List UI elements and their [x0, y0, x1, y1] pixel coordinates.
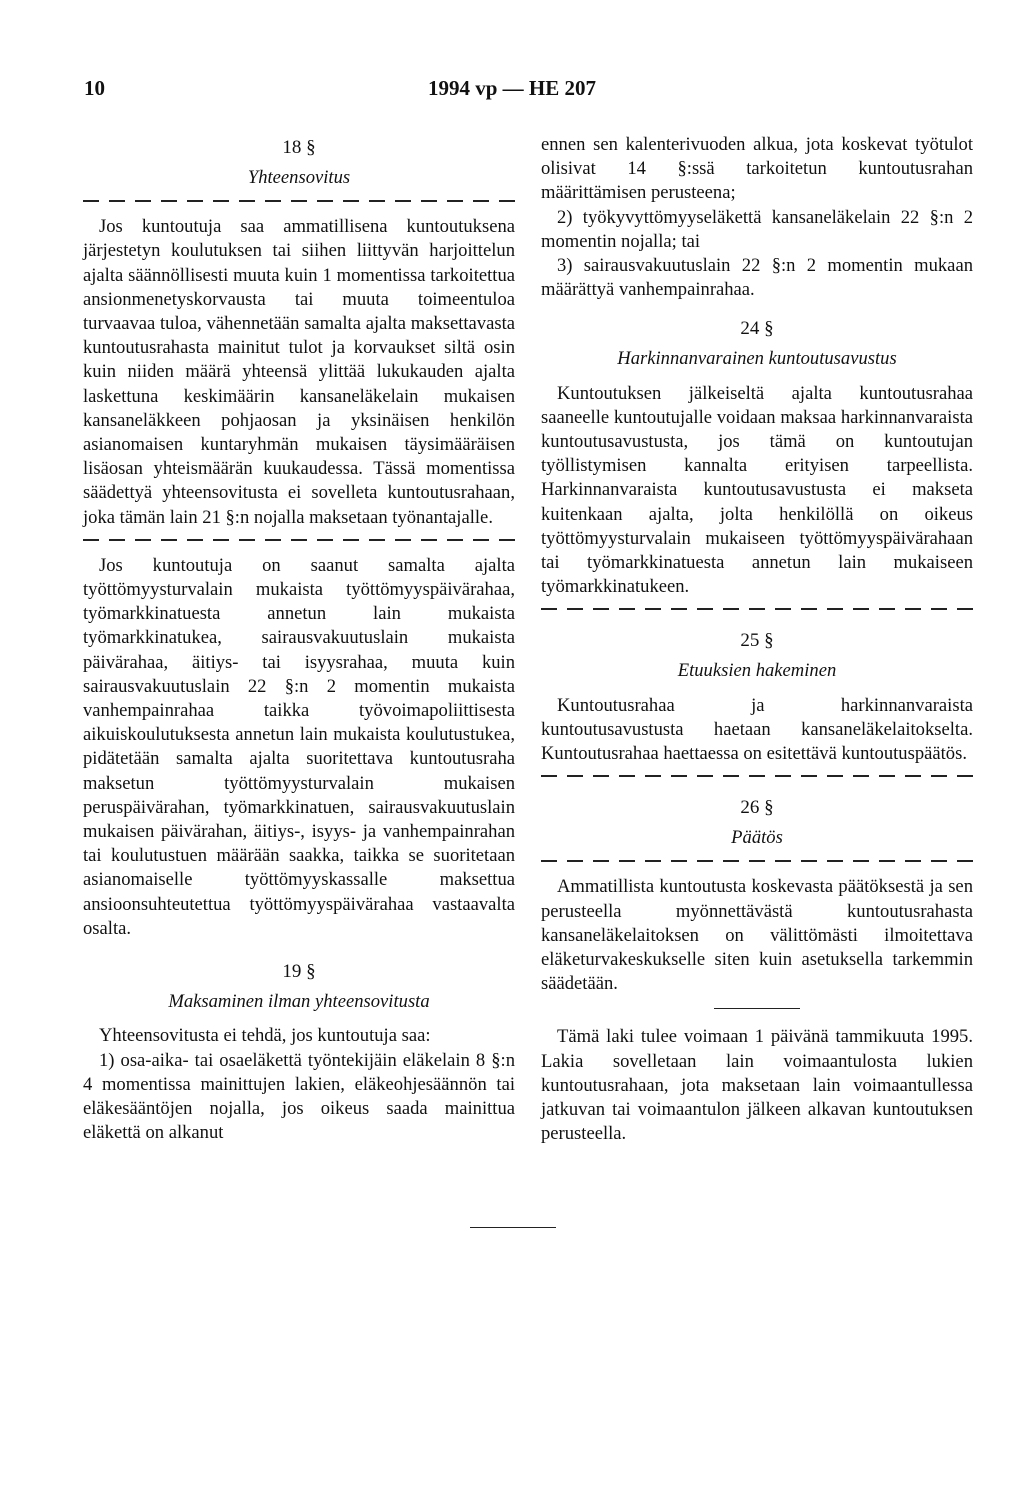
omission-dashes	[541, 860, 973, 862]
section-24-paragraph: Kuntoutuksen jälkeiseltä ajalta kuntoutusrahaa saaneelle kuntoutujalle voidaan maksaa harkinnanvaraista kuntoutusavustusta, jos tämä on kuntoutujan työllistymisen kannalta erityisen tarpeellista. Harkinnanvaraista kuntoutusavustusta ei makseta kuitenkaan ajalta, jolta henkilöllä on oikeus työttömyysturvalain mukaiseen työttömyyspäivärahaan tai työmarkkinatuesta annetun lain mukaiseen työmarkkinatukeen.	[541, 382, 973, 598]
section-25-paragraph: Kuntoutusrahaa ja harkinnanvaraista kuntoutusavustusta haetaan kansaneläkelaitokselta. Kuntoutusrahaa haettaessa on esitettävä kuntoutuspäätös.	[541, 694, 973, 765]
page-number: 10	[84, 76, 105, 100]
section-24-number: 24 §	[740, 318, 774, 340]
right-column	[541, 133, 973, 1147]
section-26-title: Päätös	[731, 827, 783, 849]
section-18-number: 18 §	[282, 137, 316, 158]
section-25-title: Etuuksien hakeminen	[677, 660, 837, 682]
section-19-item-1: 1) osa-aika- tai osaeläkettä työntekijäin eläkelain 8 §:n 4 momentissa mainittujen lakien, eläkeohjesäännön tai eläkesääntöjen nojalla, jos oikeus saada mainittua eläkettä on alkanut	[83, 1049, 515, 1144]
section-18-paragraph-1: Jos kuntoutuja saa ammatillisena kuntoutuksena järjestetyn koulutuksen tai siihen liittyvän harjoittelun ajalta säännöllisesti muuta kuin 1 momentissa tarkoitettua ansionmenetyskorvausta tai muuta toimeentuloa turvaavaa tuloa, vähennetään samalta ajalta maksettavasta kuntoutusrahasta mainitut tulot ja korvaukset siltä osin kuin niiden määrä yhteensä ylittää lukukauden ajalta laskettuna keskimäärin kansaneläkelain mukaisen kansaneläkkeen pohjaosan ja yksinäisen henkilön asianomaisen kuntaryhmän mukaisen täysimääräisen lisäosan yhteismäärän kuukaudessa. Tässä momentissa säädettyä yhteensovitusta ei sovelleta kuntoutusrahaan, joka tämän lain 21 §:n nojalla maksetaan työnantajalle.	[83, 216, 515, 528]
section-25-number: 25 §	[740, 630, 774, 652]
section-18-title: Yhteensovitus	[247, 167, 351, 188]
document-title: 1994 vp — HE 207	[427, 76, 597, 100]
section-26-paragraph: Ammatillista kuntoutusta koskevasta päätöksestä ja sen perusteella myönnettävästä kuntoutusrahasta kansaneläkelaitoksen on välittömästi ilmoitettava eläketurvakeskukselle siten kuin asetuksella tarkemmin säädetään.	[541, 876, 973, 995]
section-19-intro: Yhteensovitusta ei tehdä, jos kuntoutuja saa:	[99, 1025, 431, 1047]
section-26-number: 26 §	[740, 797, 774, 819]
section-19-continuation: ennen sen kalenterivuoden alkua, jota koskevat työtulot olisivat 14 §:ssä tarkoitetun kuntoutusrahan määrittämisen perusteena;	[541, 134, 973, 204]
omission-dashes	[83, 200, 515, 202]
entry-into-force-paragraph: Tämä laki tulee voimaan 1 päivänä tammikuuta 1995. Lakia sovelletaan lain voimaantulosta lukien kuntoutusrahaan, jota maksetaan lain voimaantullessa jatkuvan tai voimaantulon jälkeen alkavan kuntoutuksen perusteella.	[541, 1026, 973, 1145]
omission-dashes	[541, 608, 973, 610]
section-24-title: Harkinnanvarainen kuntoutusavustus	[617, 348, 897, 370]
page-header	[0, 76, 1024, 106]
separator-rule	[714, 1008, 800, 1009]
omission-dashes	[83, 539, 515, 541]
section-19-item-2: 2) työkyvyttömyyseläkettä kansaneläkelain 22 §:n 2 momentin nojalla; tai	[541, 206, 973, 252]
section-19-number: 19 §	[282, 961, 316, 983]
left-column	[83, 133, 515, 1145]
section-18-paragraph-2: Jos kuntoutuja on saanut samalta ajalta työttömyysturvalain mukaista työttömyyspäivärahaa, työmarkkinatuesta annetun lain mukaista työmarkkinatukea, sairausvakuutuslain mukaista päivärahaa, äitiys- tai isyysrahaa, muuta kuin sairausvakuutuslain 22 §:n 2 momentin mukaista vanhempainrahaa taikka työvoimapoliittisesta aikuiskoulutuksesta annetun lain mukaista koulutustukea, pidätetään samalta ajalta suoritettava kuntoutusraha maksetun työttömyysturvalain mukaisen peruspäivärahan, työmarkkinatuen, sairausvakuutuslain mukaisen päivärahan, äitiys-, isyys- ja vanhempainrahan tai koulutustuen määrään saakka, taikka se suoritetaan asianomaiselle työttömyyskassalle maksettua ansioonsuhteutettua työttömyyspäivärahaa vastaavalta osalta.	[83, 554, 515, 939]
section-19-title: Maksaminen ilman yhteensovitusta	[168, 991, 430, 1013]
omission-dashes	[541, 775, 973, 777]
end-rule	[470, 1227, 556, 1228]
section-19-item-3: 3) sairausvakuutuslain 22 §:n 2 momentin mukaan määrättyä vanhempainrahaa.	[541, 255, 973, 301]
